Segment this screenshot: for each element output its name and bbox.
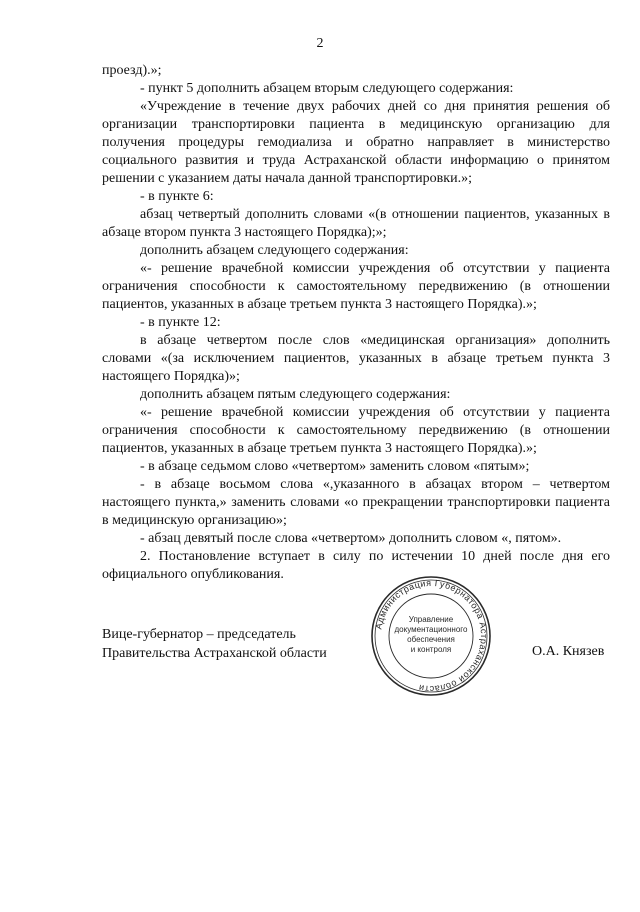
paragraph: 2. Постановление вступает в силу по истечении 10 дней после дня его официального опубликования. [102,549,610,582]
seal-inner-line: Управление [408,615,454,624]
paragraph: «- решение врачебной комиссии учреждения об отсутствии у пациента ограничения способности к самостоятельному передвижению (в отношении пациентов, указанных в абзаце третьем пункта 3 настоящего Порядка).»; [102,405,610,456]
signature-position-line: Правительства Астраханской области [102,646,327,661]
signatory-name: О.А. Князев [532,644,605,659]
paragraph: дополнить абзацем пятым следующего содержания: [140,387,451,402]
seal-inner-line: обеспечения [407,635,455,644]
paragraph: «Учреждение в течение двух рабочих дней со дня принятия решения об организации транспортировки пациента в медицинскую организацию для получения процедуры гемодиализа и обратно направляет в министерство социального развития и труда Астраханской области информацию о принятом решении с указанием даты начала данной транспортировки.»; [102,99,610,186]
paragraph: - в абзаце восьмом слова «,указанного в абзацах втором – четвертом настоящего пункта,» заменить словами «о прекращении транспортировки пациента в медицинскую организацию»; [102,477,610,528]
paragraph: проезд).»; [102,63,162,78]
paragraph: абзац четвертый дополнить словами «(в отношении пациентов, указанных в абзаце втором пункта 3 настоящего Порядка);»; [102,207,610,240]
seal-outer-text: Администрация Губернатора Астраханской области [373,577,490,695]
official-seal [370,575,492,697]
signature-position-line: Вице-губернатор – председатель [102,627,296,642]
paragraph: - в пункте 12: [140,315,221,330]
paragraph: - пункт 5 дополнить абзацем вторым следующего содержания: [140,81,514,96]
seal-inner-line: и контроля [410,645,452,654]
paragraph: «- решение врачебной комиссии учреждения об отсутствии у пациента ограничения способности к самостоятельному передвижению (в отношении пациентов, указанных в абзаце третьем пункта 3 настоящего Порядка).»; [102,261,610,312]
seal-inner-line: документационного [394,625,468,634]
document-body [102,62,610,584]
paragraph: в абзаце четвертом после слов «медицинская организация» дополнить словами «(за исключением пациентов, указанных в абзаце третьем пункта 3 настоящего Порядка)»; [102,333,610,384]
paragraph: - в абзаце седьмом слово «четвертом» заменить словом «пятым»; [140,459,530,474]
paragraph: - в пункте 6: [140,189,214,204]
signature-position [102,625,327,663]
page-number: 2 [316,36,324,51]
paragraph: - абзац девятый после слова «четвертом» дополнить словом «, пятом». [140,531,562,546]
paragraph: дополнить абзацем следующего содержания: [140,243,409,258]
